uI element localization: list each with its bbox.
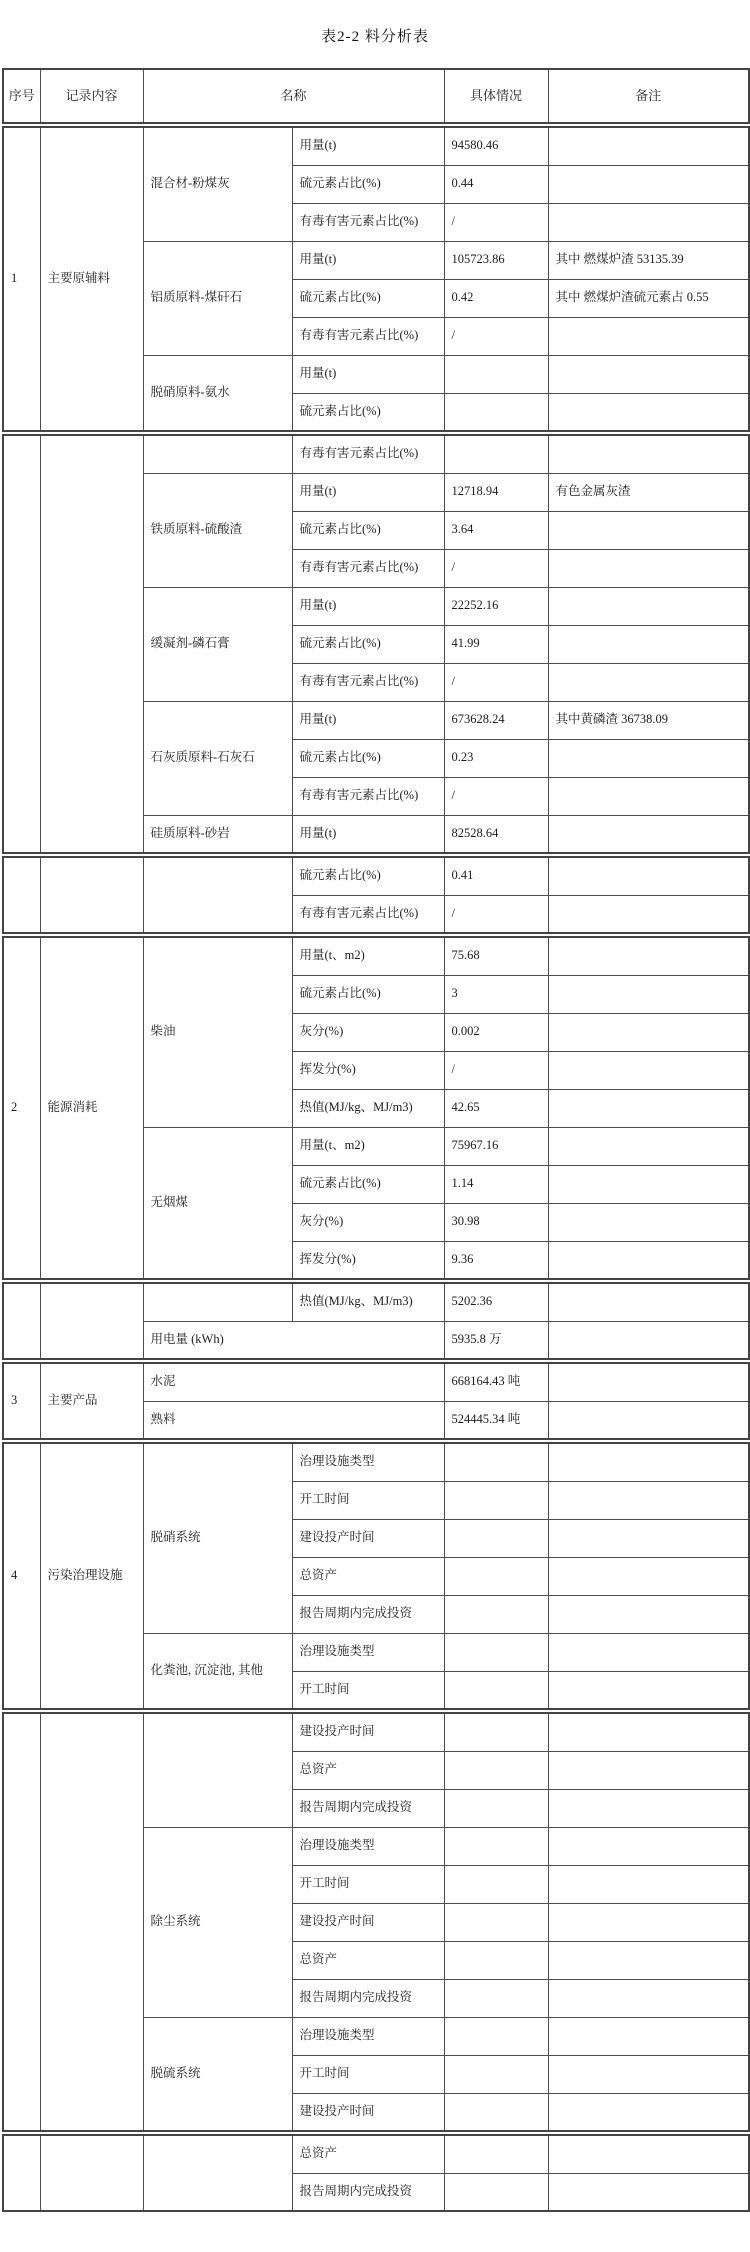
material-name-cell: 硅质原料-砂岩 — [143, 815, 292, 853]
value-cell: 30.98 — [444, 1203, 548, 1241]
note-cell — [548, 1443, 749, 1481]
table-block — [2, 1712, 750, 2132]
material-name-cell: 柴油 — [143, 937, 292, 1127]
table-row — [3, 2135, 749, 2173]
note-cell — [548, 857, 749, 895]
table-title: 表2-2 料分析表 — [321, 29, 429, 45]
note-cell — [548, 587, 749, 625]
category-cell: 主要产品 — [40, 1363, 143, 1439]
param-cell: 有毒有害元素占比(%) — [292, 549, 444, 587]
note-cell — [548, 549, 749, 587]
param-cell: 硫元素占比(%) — [292, 511, 444, 549]
value-cell — [444, 1633, 548, 1671]
value-cell: 42.65 — [444, 1089, 548, 1127]
param-cell: 开工时间 — [292, 1671, 444, 1709]
table-header-block — [2, 68, 750, 124]
value-cell: 668164.43 吨 — [444, 1363, 548, 1401]
value-cell — [444, 393, 548, 431]
param-cell: 报告周期内完成投资 — [292, 2173, 444, 2211]
note-cell — [548, 663, 749, 701]
value-cell: / — [444, 203, 548, 241]
value-cell — [444, 1481, 548, 1519]
material-name-cell: 脱硝原料-氨水 — [143, 355, 292, 431]
note-cell — [548, 2055, 749, 2093]
param-cell: 硫元素占比(%) — [292, 625, 444, 663]
param-cell: 总资产 — [292, 1941, 444, 1979]
note-cell — [548, 393, 749, 431]
note-cell: 其中 燃煤炉渣 53135.39 — [548, 241, 749, 279]
note-cell — [548, 1751, 749, 1789]
param-cell: 用量(t、m2) — [292, 1127, 444, 1165]
note-cell — [548, 1127, 749, 1165]
value-cell — [444, 435, 548, 473]
note-cell — [548, 127, 749, 165]
value-cell: 9.36 — [444, 1241, 548, 1279]
seq-cell — [3, 857, 40, 933]
material-name-cell: 铁质原料-硫酸渣 — [143, 473, 292, 587]
param-cell: 用量(t) — [292, 815, 444, 853]
note-cell — [548, 1089, 749, 1127]
value-cell: / — [444, 895, 548, 933]
param-cell: 硫元素占比(%) — [292, 393, 444, 431]
note-cell — [548, 937, 749, 975]
col-header-remark: 备注 — [548, 69, 749, 123]
table-block — [2, 126, 750, 432]
param-cell: 有毒有害元素占比(%) — [292, 777, 444, 815]
seq-cell: 3 — [3, 1363, 40, 1439]
material-name-cell: 铝质原料-煤矸石 — [143, 241, 292, 355]
param-cell: 报告周期内完成投资 — [292, 1595, 444, 1633]
value-cell — [444, 1865, 548, 1903]
analysis-table — [2, 68, 748, 2212]
table-row — [3, 127, 749, 165]
value-cell — [444, 2173, 548, 2211]
value-cell — [444, 1713, 548, 1751]
value-cell: / — [444, 549, 548, 587]
param-cell: 硫元素占比(%) — [292, 857, 444, 895]
col-header-name: 名称 — [143, 69, 444, 123]
param-cell: 用量(t) — [292, 473, 444, 511]
category-cell: 能源消耗 — [40, 937, 143, 1279]
value-cell: 1.14 — [444, 1165, 548, 1203]
note-cell — [548, 815, 749, 853]
note-cell — [548, 203, 749, 241]
note-cell — [548, 2093, 749, 2131]
value-cell — [444, 1827, 548, 1865]
param-cell: 硫元素占比(%) — [292, 279, 444, 317]
note-cell — [548, 1789, 749, 1827]
col-header-detail: 具体情况 — [444, 69, 548, 123]
value-cell: 673628.24 — [444, 701, 548, 739]
material-name-cell — [143, 2135, 292, 2211]
seq-cell — [3, 435, 40, 853]
note-cell — [548, 511, 749, 549]
value-cell: 41.99 — [444, 625, 548, 663]
value-cell: 3.64 — [444, 511, 548, 549]
param-cell: 总资产 — [292, 2135, 444, 2173]
table-block — [2, 2134, 750, 2212]
note-cell: 其中 燃煤炉渣硫元素占 0.55 — [548, 279, 749, 317]
item-name-cell: 水泥 — [143, 1363, 444, 1401]
note-cell — [548, 355, 749, 393]
material-name-cell: 混合材-粉煤灰 — [143, 127, 292, 241]
table-block — [2, 1442, 750, 1710]
value-cell: / — [444, 663, 548, 701]
note-cell — [548, 1203, 749, 1241]
value-cell: 75.68 — [444, 937, 548, 975]
note-cell — [548, 625, 749, 663]
note-cell — [548, 777, 749, 815]
category-cell: 主要原辅料 — [40, 127, 143, 431]
note-cell — [548, 1903, 749, 1941]
category-cell — [40, 2135, 143, 2211]
category-cell — [40, 1713, 143, 2131]
note-cell — [548, 1363, 749, 1401]
note-cell — [548, 1283, 749, 1321]
note-cell — [548, 165, 749, 203]
value-cell — [444, 1751, 548, 1789]
param-cell: 用量(t) — [292, 355, 444, 393]
col-header-record: 记录内容 — [40, 69, 143, 123]
param-cell: 热值(MJ/kg、MJ/m3) — [292, 1089, 444, 1127]
note-cell — [548, 2135, 749, 2173]
value-cell: 0.23 — [444, 739, 548, 777]
value-cell — [444, 1671, 548, 1709]
param-cell: 总资产 — [292, 1557, 444, 1595]
note-cell — [548, 1633, 749, 1671]
param-cell: 开工时间 — [292, 1865, 444, 1903]
item-name-cell: 用电量 (kWh) — [143, 1321, 444, 1359]
param-cell: 开工时间 — [292, 2055, 444, 2093]
param-cell: 治理设施类型 — [292, 1633, 444, 1671]
material-name-cell: 石灰质原料-石灰石 — [143, 701, 292, 815]
note-cell — [548, 2173, 749, 2211]
note-cell — [548, 975, 749, 1013]
material-name-cell: 缓凝剂-磷石膏 — [143, 587, 292, 701]
param-cell: 报告周期内完成投资 — [292, 1789, 444, 1827]
table-block — [2, 1282, 750, 1360]
material-name-cell — [143, 1283, 292, 1321]
note-cell: 其中黄磷渣 36738.09 — [548, 701, 749, 739]
table-row — [3, 857, 749, 895]
value-cell: / — [444, 777, 548, 815]
seq-cell: 1 — [3, 127, 40, 431]
table-row — [3, 1363, 749, 1401]
note-cell — [548, 1165, 749, 1203]
value-cell: / — [444, 1051, 548, 1089]
material-name-cell — [143, 435, 292, 473]
value-cell: 22252.16 — [444, 587, 548, 625]
note-cell — [548, 1321, 749, 1359]
table-row — [3, 1283, 749, 1321]
value-cell: / — [444, 317, 548, 355]
param-cell: 用量(t、m2) — [292, 937, 444, 975]
param-cell: 建设投产时间 — [292, 1519, 444, 1557]
param-cell: 硫元素占比(%) — [292, 1165, 444, 1203]
note-cell — [548, 1013, 749, 1051]
value-cell — [444, 2017, 548, 2055]
header-row — [3, 69, 749, 123]
note-cell — [548, 1713, 749, 1751]
note-cell — [548, 317, 749, 355]
value-cell: 82528.64 — [444, 815, 548, 853]
value-cell — [444, 355, 548, 393]
value-cell — [444, 1903, 548, 1941]
note-cell — [548, 2017, 749, 2055]
value-cell: 0.002 — [444, 1013, 548, 1051]
value-cell: 75967.16 — [444, 1127, 548, 1165]
table-row — [3, 937, 749, 975]
item-name-cell: 熟料 — [143, 1401, 444, 1439]
material-name-cell — [143, 857, 292, 933]
category-cell — [40, 1283, 143, 1359]
category-cell — [40, 857, 143, 933]
note-cell — [548, 1401, 749, 1439]
param-cell: 有毒有害元素占比(%) — [292, 435, 444, 473]
value-cell — [444, 1443, 548, 1481]
param-cell: 硫元素占比(%) — [292, 975, 444, 1013]
param-cell: 治理设施类型 — [292, 1827, 444, 1865]
note-cell — [548, 435, 749, 473]
note-cell — [548, 895, 749, 933]
param-cell: 挥发分(%) — [292, 1051, 444, 1089]
value-cell — [444, 1979, 548, 2017]
param-cell: 总资产 — [292, 1751, 444, 1789]
col-header-seq: 序号 — [3, 69, 40, 123]
param-cell: 挥发分(%) — [292, 1241, 444, 1279]
seq-cell: 2 — [3, 937, 40, 1279]
param-cell: 用量(t) — [292, 701, 444, 739]
value-cell: 94580.46 — [444, 127, 548, 165]
value-cell — [444, 2135, 548, 2173]
value-cell: 0.42 — [444, 279, 548, 317]
value-cell: 5202.36 — [444, 1283, 548, 1321]
note-cell — [548, 1595, 749, 1633]
value-cell — [444, 2093, 548, 2131]
note-cell — [548, 1941, 749, 1979]
material-name-cell: 脱硝系统 — [143, 1443, 292, 1633]
material-name-cell — [143, 1713, 292, 1827]
table-block — [2, 434, 750, 854]
material-name-cell: 无烟煤 — [143, 1127, 292, 1279]
table-block — [2, 936, 750, 1280]
table-block — [2, 856, 750, 934]
note-cell — [548, 1671, 749, 1709]
material-name-cell: 除尘系统 — [143, 1827, 292, 2017]
param-cell: 有毒有害元素占比(%) — [292, 663, 444, 701]
category-cell: 污染治理设施 — [40, 1443, 143, 1709]
value-cell: 105723.86 — [444, 241, 548, 279]
table-block — [2, 1362, 750, 1440]
param-cell: 治理设施类型 — [292, 2017, 444, 2055]
param-cell: 治理设施类型 — [292, 1443, 444, 1481]
note-cell — [548, 1051, 749, 1089]
param-cell: 用量(t) — [292, 587, 444, 625]
param-cell: 报告周期内完成投资 — [292, 1979, 444, 2017]
param-cell: 用量(t) — [292, 241, 444, 279]
note-cell — [548, 1979, 749, 2017]
param-cell: 建设投产时间 — [292, 2093, 444, 2131]
value-cell: 12718.94 — [444, 473, 548, 511]
seq-cell — [3, 2135, 40, 2211]
param-cell: 有毒有害元素占比(%) — [292, 895, 444, 933]
note-cell — [548, 1865, 749, 1903]
category-cell — [40, 435, 143, 853]
table-row — [3, 435, 749, 473]
value-cell — [444, 1595, 548, 1633]
param-cell: 开工时间 — [292, 1481, 444, 1519]
value-cell: 3 — [444, 975, 548, 1013]
param-cell: 灰分(%) — [292, 1203, 444, 1241]
value-cell: 5935.8 万 — [444, 1321, 548, 1359]
value-cell: 0.41 — [444, 857, 548, 895]
value-cell: 524445.34 吨 — [444, 1401, 548, 1439]
value-cell — [444, 2055, 548, 2093]
seq-cell — [3, 1283, 40, 1359]
note-cell — [548, 1481, 749, 1519]
param-cell: 灰分(%) — [292, 1013, 444, 1051]
param-cell: 有毒有害元素占比(%) — [292, 203, 444, 241]
seq-cell — [3, 1713, 40, 2131]
note-cell — [548, 1827, 749, 1865]
value-cell: 0.44 — [444, 165, 548, 203]
note-cell — [548, 1557, 749, 1595]
param-cell: 用量(t) — [292, 127, 444, 165]
note-cell: 有色金属灰渣 — [548, 473, 749, 511]
param-cell: 建设投产时间 — [292, 1903, 444, 1941]
param-cell: 建设投产时间 — [292, 1713, 444, 1751]
table-row — [3, 1713, 749, 1751]
material-name-cell: 脱硫系统 — [143, 2017, 292, 2131]
param-cell: 硫元素占比(%) — [292, 739, 444, 777]
value-cell — [444, 1557, 548, 1595]
value-cell — [444, 1941, 548, 1979]
param-cell: 有毒有害元素占比(%) — [292, 317, 444, 355]
param-cell: 热值(MJ/kg、MJ/m3) — [292, 1283, 444, 1321]
value-cell — [444, 1519, 548, 1557]
seq-cell: 4 — [3, 1443, 40, 1709]
note-cell — [548, 1241, 749, 1279]
note-cell — [548, 739, 749, 777]
note-cell — [548, 1519, 749, 1557]
param-cell: 硫元素占比(%) — [292, 165, 444, 203]
value-cell — [444, 1789, 548, 1827]
table-row — [3, 1443, 749, 1481]
material-name-cell: 化粪池, 沉淀池, 其他 — [143, 1633, 292, 1709]
